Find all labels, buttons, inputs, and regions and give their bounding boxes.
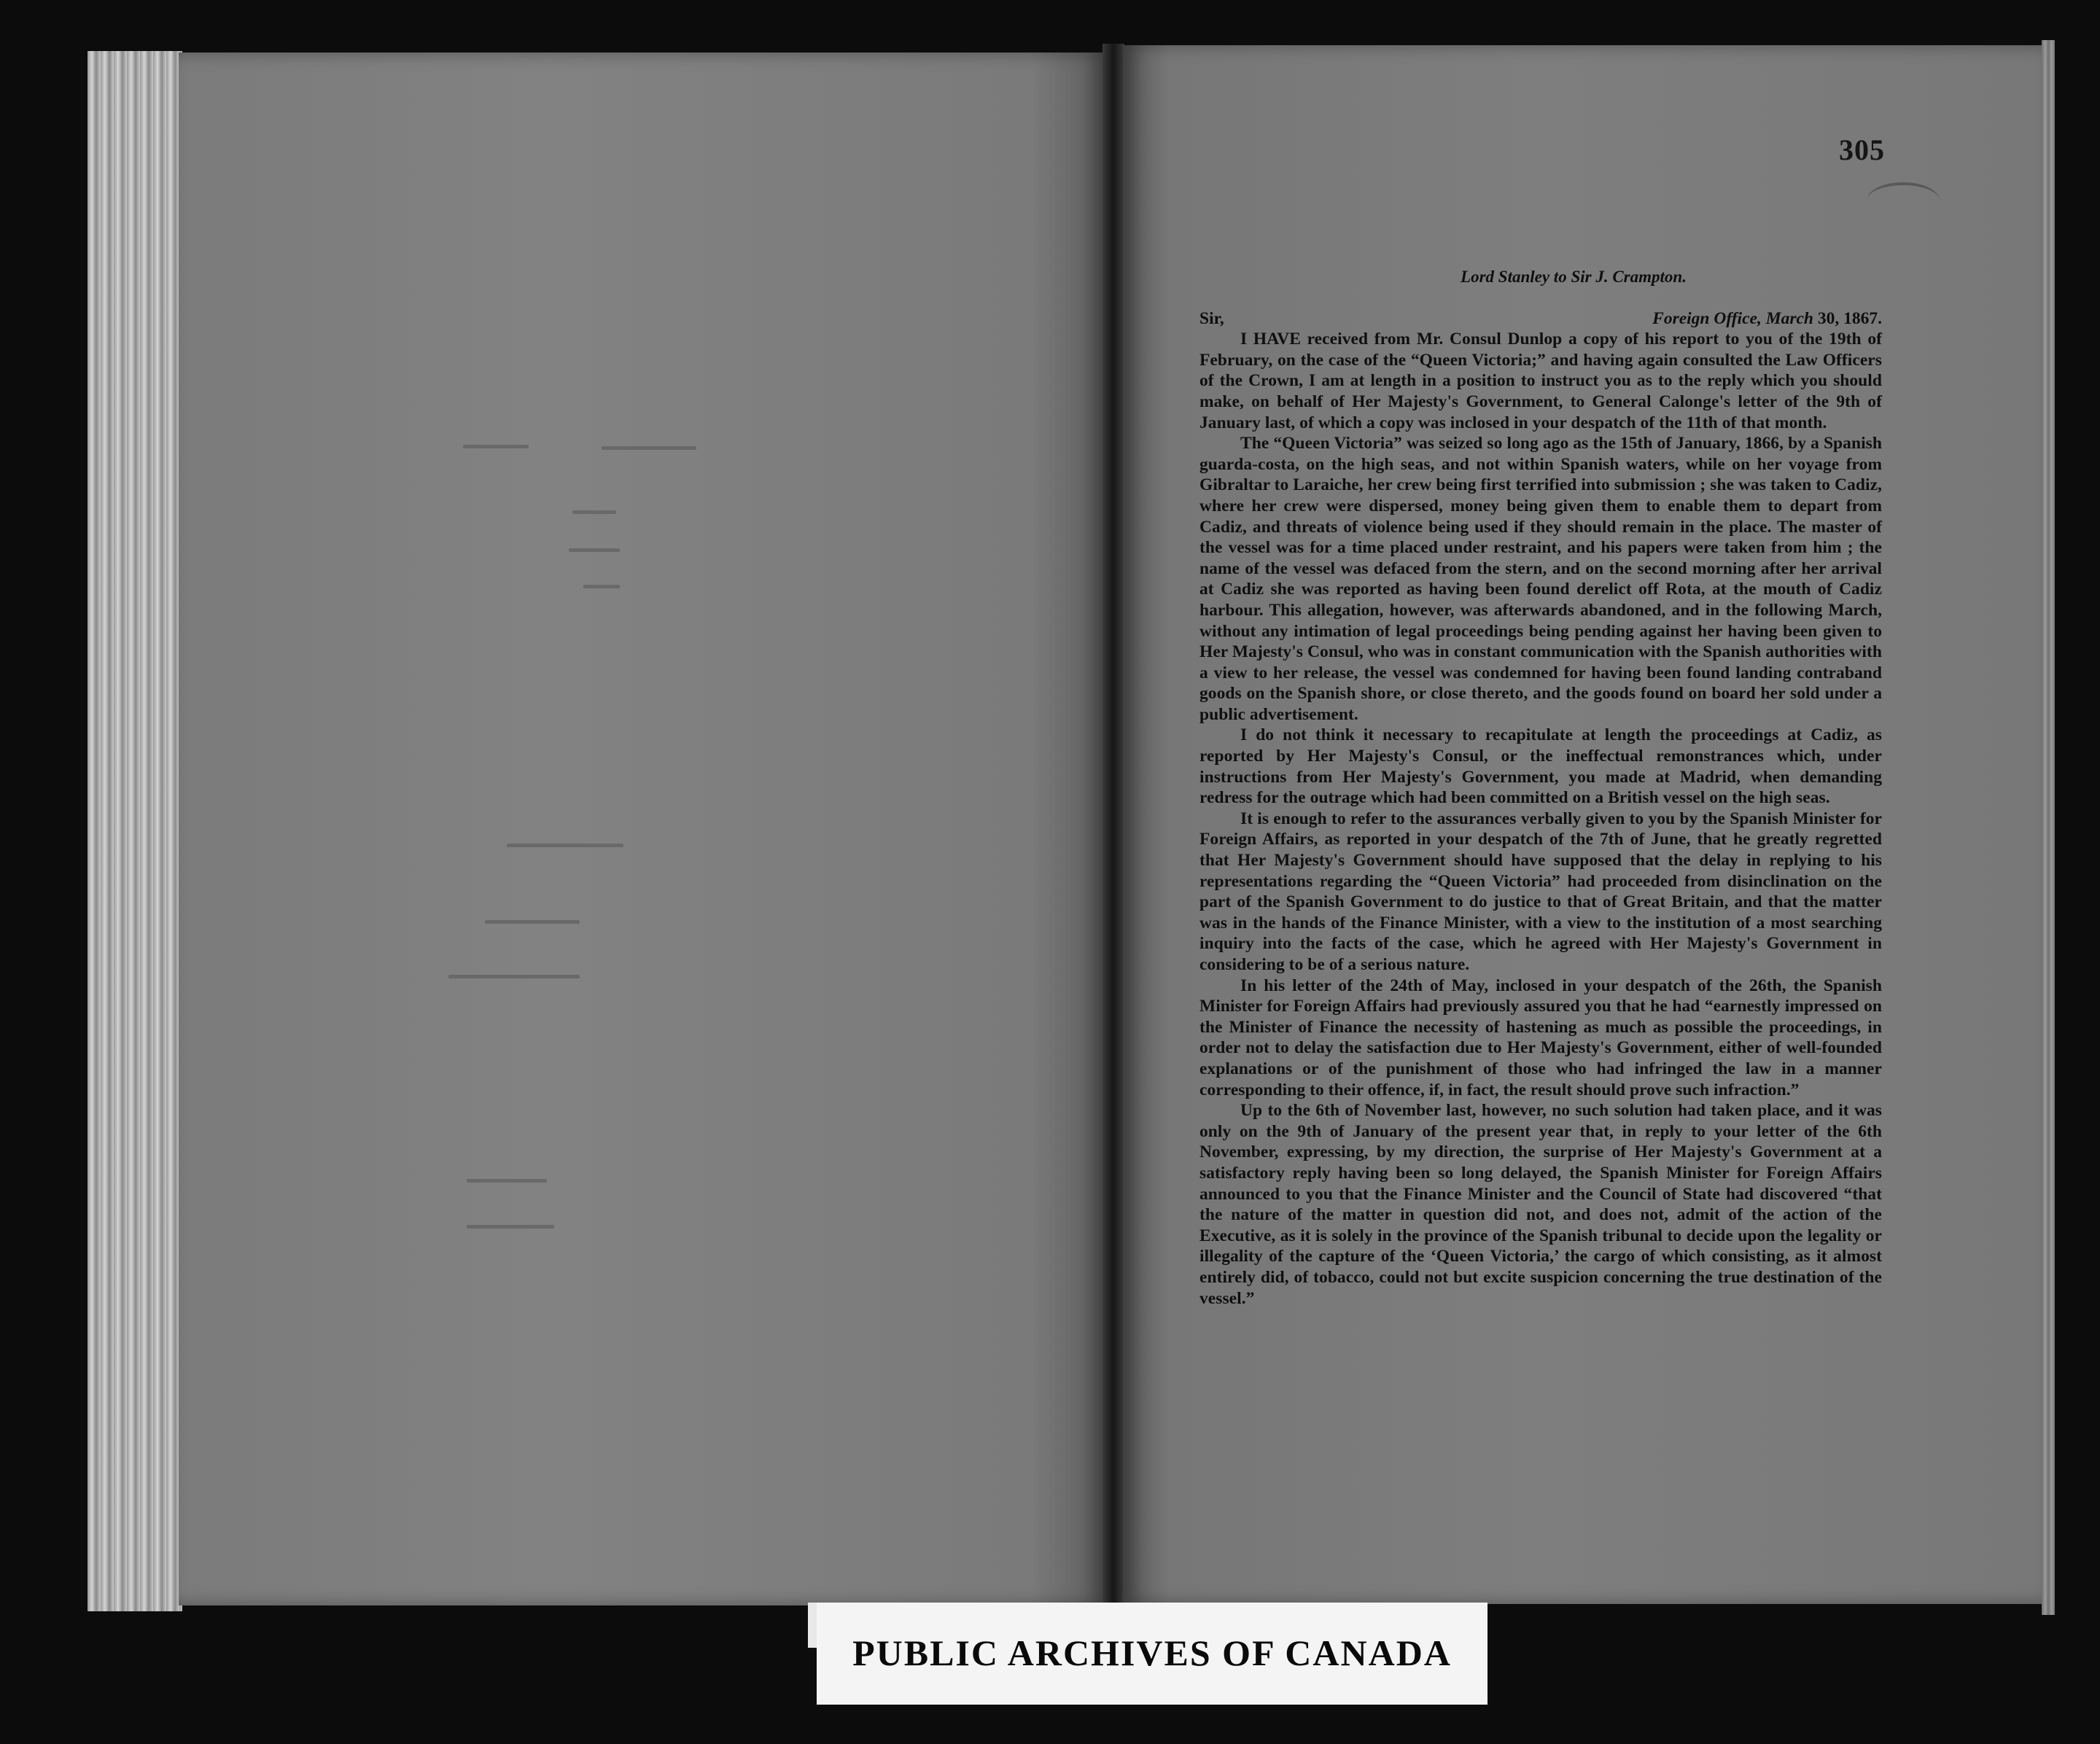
letter-heading: Lord Stanley to Sir J. Crampton. xyxy=(1461,268,1687,286)
bleed-through-mark xyxy=(602,446,696,450)
paragraph: I do not think it necessary to recapitulate at length the proceedings at Cadiz, as reported by Her Majesty's Consul, or the ineffectual remonstrances which, under instructions from Her Majesty's Government, you made at Madrid, when demanding redress for the outrage which had been committed on a British vessel on the high seas. xyxy=(1199,725,1882,808)
bleed-through-mark xyxy=(485,920,580,924)
bleed-through-mark xyxy=(572,510,616,514)
dateline-place: Foreign Office, March xyxy=(1652,308,1813,328)
paragraph: In his letter of the 24th of May, inclosed in your despatch of the 26th, the Spanish Minister for Foreign Affairs had previously assured you that he had “earnestly impressed on the Minister of Finance the necessity of hastening as much as possible the proceedings, in order not to delay the satisfaction due to Her Majesty's Government, either of well-founded explanations or of the punishment of those who had infringed the law in a manner corresponding to their offence, if, in fact, the result should prove such infraction.” xyxy=(1199,976,1882,1099)
bleed-through-mark xyxy=(583,585,620,588)
bleed-through-mark xyxy=(507,844,623,847)
letter-body xyxy=(1199,267,1882,1309)
paragraph: Up to the 6th of November last, however, no such solution had taken place, and it was only on the 9th of January of the present year that, in reply to your letter of the 6th November, expressing, by my direction, the surprise of Her Majesty's Government at a satisfactory reply having been so long delayed, the Spanish Minister for Foreign Affairs announced to you that the Finance Minister and the Council of State had discovered “that the nature of the matter in question did not, and does not, admit of the action of the Executive, as it is solely in the province of the Spanish tribunal to decide upon the legality or illegality of the capture of the ‘Queen Victoria,’ the cargo of which consisting, as it almost entirely did, of tobacco, could not but excite suspicion concerning the true destination of the vessel.” xyxy=(1199,1101,1882,1308)
paragraph: It is enough to refer to the assurances verbally given to you by the Spanish Minister for Foreign Affairs, as reported in your despatch of the 7th of June, that he greatly regretted that Her Majesty's Government should have supposed that the delay in replying to his representations regarding the “Queen Victoria” had proceeded from disinclination on the part of the Spanish Government to do justice to that of Great Britain, and that the matter was in the hands of the Finance Minister, with a view to the institution of a most searching inquiry into the facts of the case, which he agreed with Her Majesty's Government in considering to be of a serious nature. xyxy=(1199,809,1882,974)
bleed-through-mark xyxy=(463,445,529,448)
bleed-through-mark xyxy=(569,548,620,552)
left-page-blank xyxy=(179,52,1105,1605)
archive-label-text: PUBLIC ARCHIVES OF CANADA xyxy=(852,1632,1452,1673)
page-number: 305 xyxy=(1839,133,1885,166)
archive-label xyxy=(817,1603,1488,1705)
paragraph: I HAVE received from Mr. Consul Dunlop a copy of his report to you of the 19th of February, on the case of the “Queen Victoria;” and having again consulted the Law Officers of the Crown, I am at length in a position to instruct you as to the reply which you should make, on behalf of Her Majesty's Government, to General Calonge's letter of the 9th of January last, of which a copy was inclosed in your despatch of the 11th of that month. xyxy=(1199,330,1882,432)
book-page-edges-right xyxy=(2042,40,2055,1615)
paragraph: The “Queen Victoria” was seized so long ago as the 15th of January, 1866, by a Spanish guarda-costa, on the high seas, and not within Spanish waters, while on her voyage from Gibraltar to Laraiche, her crew being first terrified into submission ; she was taken to Cadiz, where her crew were dispersed, money being given them to enable them to depart from Cadiz, and threats of violence being used if they should remain in the place. The master of the vessel was for a time placed under restraint, and his papers were taken from him ; the name of the vessel was defaced from the stern, and on the second morning after her arrival at Cadiz she was reported as having been found derelict off Rota, at the mouth of Cadiz harbour. This allegation, however, was afterwards abandoned, and in the following March, without any intimation of legal proceedings being pending against her having been given to Her Majesty's Consul, who was in constant communication with the Spanish authorities with a view to her release, the vessel was condemned for having been found landing contraband goods on the Spanish shore, or close thereto, and the goods found on board her sold under a public advertisement. xyxy=(1199,434,1882,724)
handwritten-mark xyxy=(1867,182,1940,219)
book-gutter xyxy=(1102,44,1124,1611)
dateline-year: 30, 1867. xyxy=(1817,308,1882,328)
bleed-through-mark xyxy=(467,1225,554,1229)
book-page-edges xyxy=(88,51,182,1611)
salutation-row xyxy=(1199,308,1882,330)
bleed-through-mark xyxy=(448,975,580,978)
archive-label-tab xyxy=(808,1603,817,1648)
dateline xyxy=(1652,308,1882,330)
salutation: Sir, xyxy=(1199,308,1224,328)
bleed-through-mark xyxy=(467,1179,547,1183)
